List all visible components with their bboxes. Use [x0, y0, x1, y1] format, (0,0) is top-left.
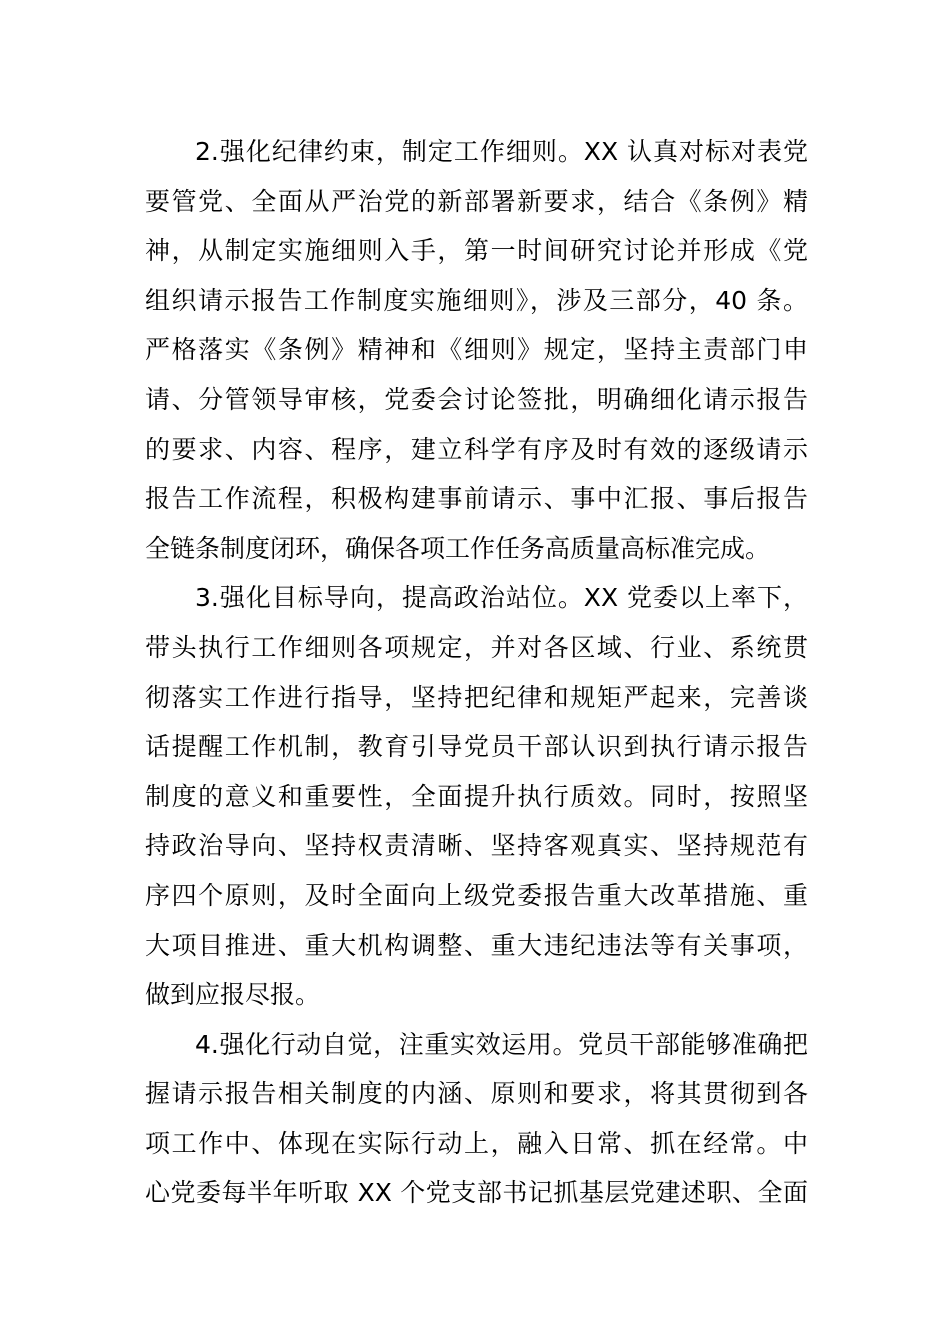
text-line: 2.强化纪律约束，制定工作细则。XX 认真对标对表党	[195, 137, 808, 166]
text-line: 心党委每半年听取 XX 个党支部书记抓基层党建述职、全面	[145, 1178, 808, 1208]
text-line: 全链条制度闭环，确保各项工作任务高质量高标准完成。	[145, 533, 771, 563]
document-body	[145, 127, 808, 1218]
text-line: 4.强化行动自觉，注重实效运用。党员干部能够准确把	[195, 1029, 808, 1059]
text-line: 话提醒工作机制，教育引导党员干部认识到执行请示报告	[145, 732, 808, 762]
text-line: 请、分管领导审核，党委会讨论签批，明确细化请示报告	[145, 384, 808, 414]
text-line: 持政治导向、坚持权责清晰、坚持客观真实、坚持规范有	[145, 831, 808, 861]
text-line: 严格落实《条例》精神和《细则》规定，坚持主责部门申	[145, 335, 808, 365]
text-line: 组织请示报告工作制度实施细则》，涉及三部分，40 条。	[145, 285, 808, 315]
paragraph-2-discipline	[145, 127, 808, 573]
paragraph-3-goal-orientation	[145, 573, 808, 1019]
text-line: 大项目推进、重大机构调整、重大违纪违法等有关事项，	[145, 930, 808, 960]
text-line: 要管党、全面从严治党的新部署新要求，结合《条例》精	[145, 186, 808, 216]
text-line: 3.强化目标导向，提高政治站位。XX 党委以上率下，	[195, 583, 808, 613]
text-line: 报告工作流程，积极构建事前请示、事中汇报、事后报告	[145, 484, 808, 514]
text-line: 项工作中、体现在实际行动上，融入日常、抓在经常。中	[145, 1128, 808, 1158]
text-line: 制度的意义和重要性，全面提升执行质效。同时，按照坚	[145, 781, 808, 811]
text-line: 做到应报尽报。	[145, 980, 321, 1010]
text-line: 握请示报告相关制度的内涵、原则和要求，将其贯彻到各	[145, 1079, 808, 1109]
text-line: 序四个原则，及时全面向上级党委报告重大改革措施、重	[145, 880, 808, 910]
paragraph-4-action	[145, 1020, 808, 1218]
text-line: 的要求、内容、程序，建立科学有序及时有效的逐级请示	[145, 434, 808, 464]
text-line: 带头执行工作细则各项规定，并对各区域、行业、系统贯	[145, 632, 808, 662]
text-line: 彻落实工作进行指导，坚持把纪律和规矩严起来，完善谈	[145, 682, 808, 712]
text-line: 神，从制定实施细则入手，第一时间研究讨论并形成《党	[145, 236, 808, 266]
